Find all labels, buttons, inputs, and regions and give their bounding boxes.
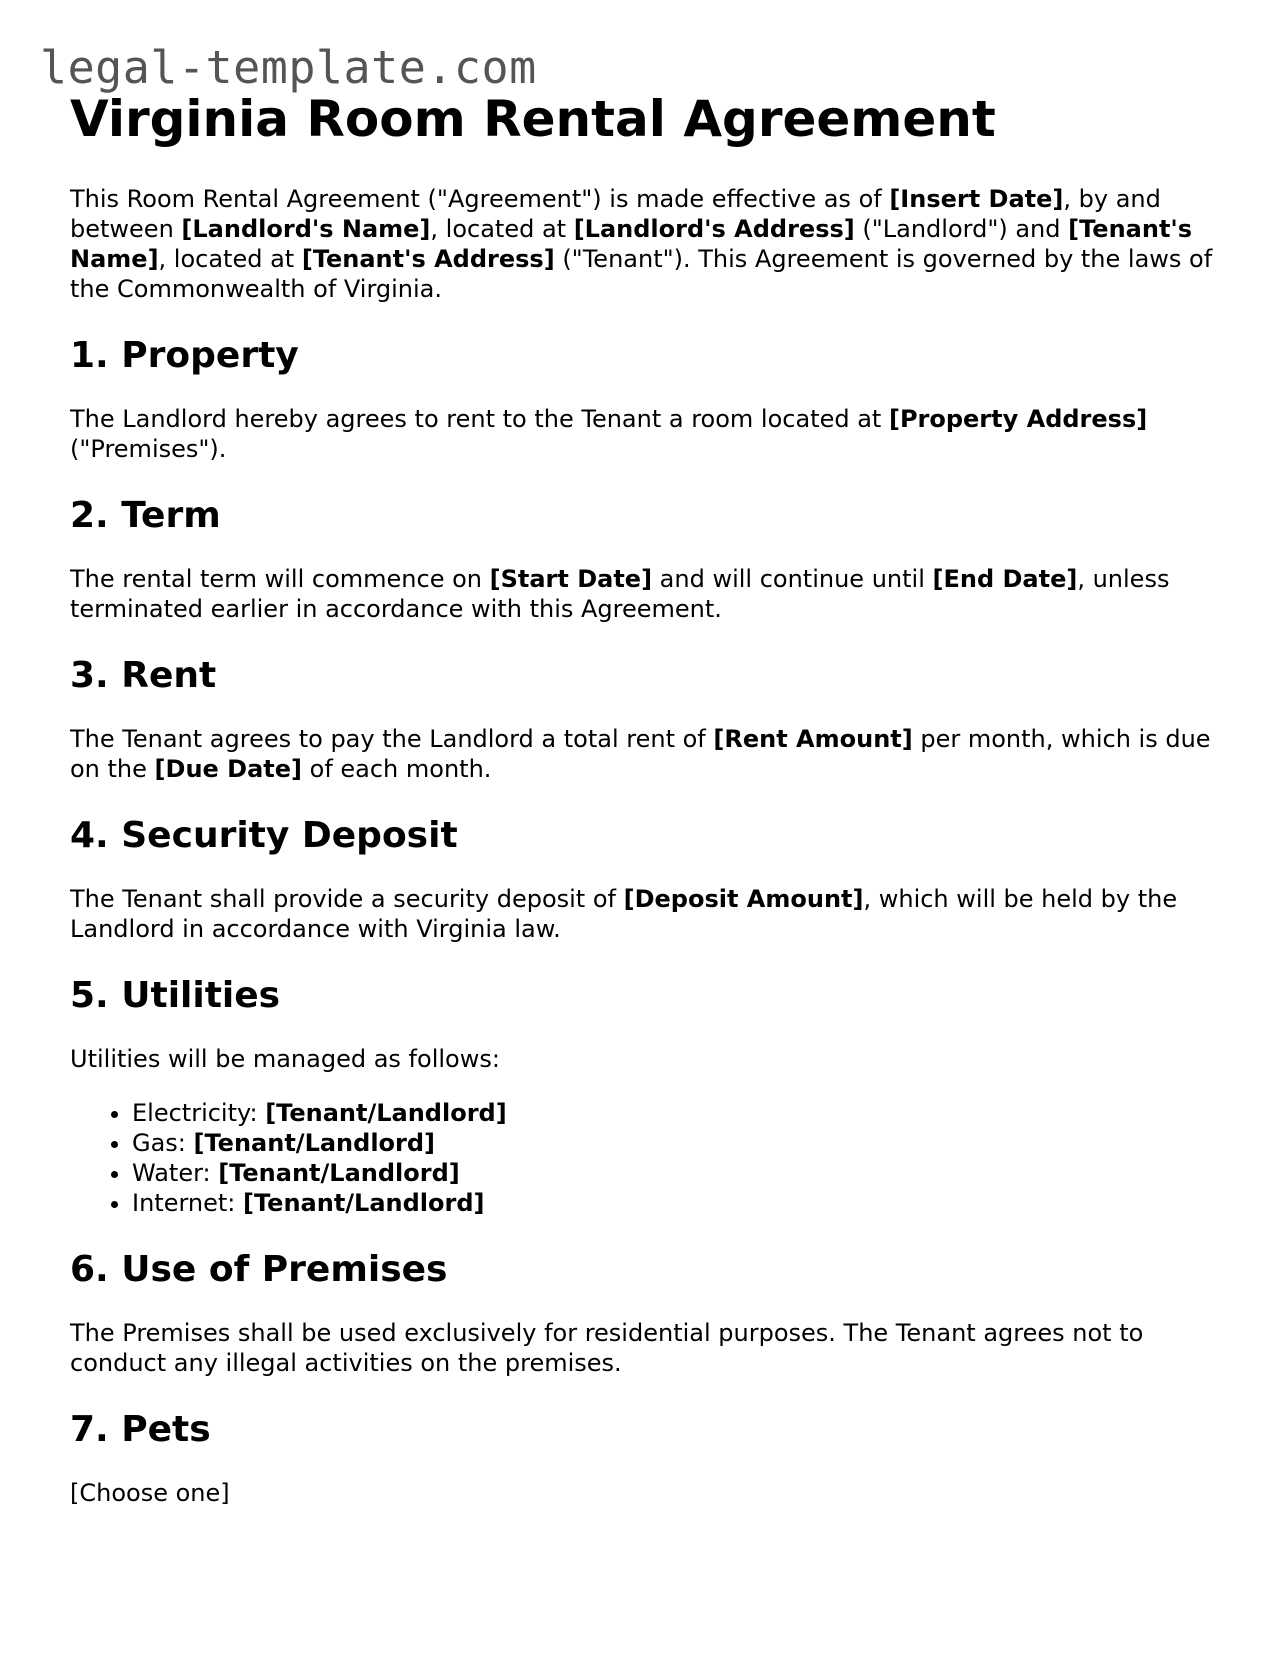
section-heading-pets: 7. Pets: [70, 1409, 211, 1450]
placeholder-insert-date: [Insert Date]: [889, 185, 1064, 213]
section-text-term: [70, 564, 1220, 624]
section-heading-use-of-premises: 6. Use of Premises: [70, 1249, 448, 1290]
term-text: and will continue until: [652, 565, 933, 593]
term-text: The rental term will commence on: [70, 565, 490, 593]
utility-value: [Tenant/Landlord]: [243, 1189, 485, 1217]
placeholder-due-date: [Due Date]: [154, 755, 302, 783]
watermark-logo: legal-template.com: [40, 41, 537, 94]
intro-text: This Room Rental Agreement ("Agreement") is made effective as of: [70, 185, 890, 213]
intro-text: , located at: [430, 215, 574, 243]
utility-value: [Tenant/Landlord]: [218, 1159, 460, 1187]
intro-text: , by and between: [70, 185, 1161, 243]
section-text-utilities: Utilities will be managed as follows:: [70, 1045, 500, 1073]
placeholder-deposit-amount: [Deposit Amount]: [623, 885, 864, 913]
section-text-property: [70, 404, 1220, 464]
utility-label: Water:: [132, 1159, 219, 1187]
utility-label: Electricity:: [132, 1099, 266, 1127]
document: [70, 88, 1220, 1508]
rent-text: The Tenant agrees to pay the Landlord a total rent of: [70, 725, 714, 753]
section-heading-property: 1. Property: [70, 335, 299, 376]
rent-text: per month, which is due on the: [70, 725, 1211, 783]
rent-text: of each month.: [302, 755, 492, 783]
placeholder-rent-amount: [Rent Amount]: [713, 725, 913, 753]
utility-value: [Tenant/Landlord]: [193, 1129, 436, 1157]
section-text-use-of-premises: The Premises shall be used exclusively for residential purposes. The Tenant agrees not to conduct any illegal activities on the premises.: [70, 1319, 1144, 1377]
placeholder-landlord-name: [Landlord's Name]: [181, 215, 431, 243]
placeholder-end-date: [End Date]: [932, 565, 1078, 593]
utilities-list: [70, 1098, 1220, 1218]
placeholder-start-date: [Start Date]: [489, 565, 653, 593]
intro-paragraph: [70, 184, 1220, 304]
section-heading-rent: 3. Rent: [70, 655, 217, 696]
section-text-pets: [Choose one]: [70, 1479, 230, 1507]
utility-label: Internet:: [132, 1189, 244, 1217]
property-text: The Landlord hereby agrees to rent to the Tenant a room located at: [70, 405, 889, 433]
section-text-rent: [70, 724, 1220, 784]
document-title: Virginia Room Rental Agreement: [70, 90, 996, 148]
section-heading-utilities: 5. Utilities: [70, 975, 281, 1016]
list-item: [132, 1188, 1220, 1218]
utility-value: [Tenant/Landlord]: [265, 1099, 507, 1127]
list-item: [132, 1158, 1220, 1188]
intro-text: ("Tenant"). This Agreement is governed by the laws of the Commonwealth of Virginia.: [70, 245, 1213, 303]
list-item: [132, 1098, 1220, 1128]
placeholder-landlord-address: [Landlord's Address]: [573, 215, 855, 243]
placeholder-property-address: [Property Address]: [888, 405, 1148, 433]
section-heading-term: 2. Term: [70, 495, 221, 536]
deposit-text: , which will be held by the Landlord in accordance with Virginia law.: [70, 885, 1178, 943]
intro-text: ("Landlord") and: [854, 215, 1069, 243]
property-text: ("Premises").: [70, 435, 227, 463]
term-text: , unless terminated earlier in accordance with this Agreement.: [70, 565, 1170, 623]
placeholder-tenant-address: [Tenant's Address]: [301, 245, 555, 273]
deposit-text: The Tenant shall provide a security deposit of: [70, 885, 624, 913]
utility-label: Gas:: [132, 1129, 194, 1157]
section-text-security-deposit: [70, 884, 1220, 944]
intro-text: , located at: [158, 245, 302, 273]
section-heading-security-deposit: 4. Security Deposit: [70, 815, 458, 856]
placeholder-tenant-name: [Tenant's Name]: [70, 215, 1193, 273]
list-item: [132, 1128, 1220, 1158]
